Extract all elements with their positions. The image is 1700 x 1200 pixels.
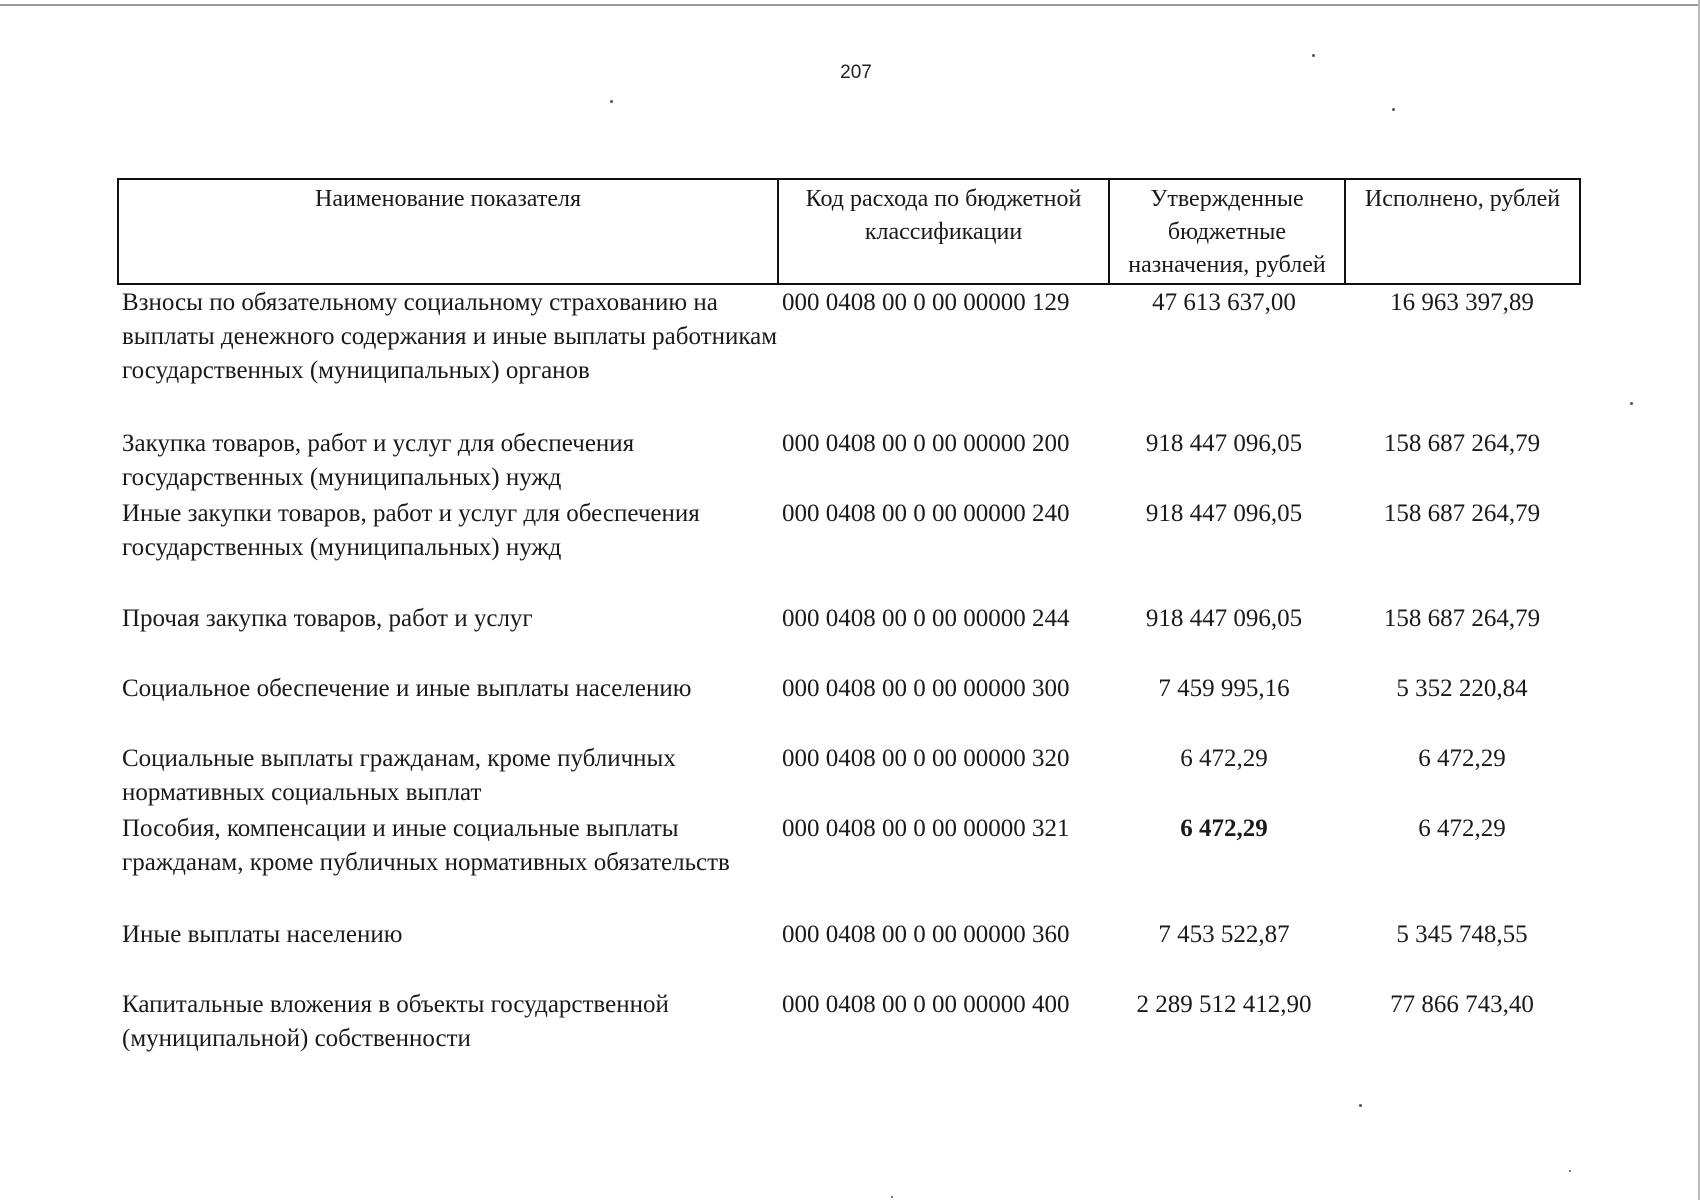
scan-speck [1312,54,1315,57]
row-name: Иные выплаты населению [122,921,403,948]
row-code: 000 0408 00 0 00 00000 321 [782,815,1070,842]
header-approved-amount: Утвержденные бюджетные назначения, рублей [1108,180,1344,283]
row-approved: 7 459 995,16 [1158,675,1290,702]
row-approved: 918 447 096,05 [1145,430,1303,457]
row-code: 000 0408 00 0 00 00000 200 [782,430,1070,457]
row-executed: 5 352 220,84 [1396,675,1528,702]
row-name: Капитальные вложения в объекты государственной (муниципальной) собственности [122,991,669,1052]
row-name: Иные закупки товаров, работ и услуг для обеспечения государственных (муниципальных) нужд [122,500,700,561]
row-approved: 918 447 096,05 [1145,605,1303,632]
row-code: 000 0408 00 0 00 00000 129 [782,289,1070,316]
row-code: 000 0408 00 0 00 00000 244 [782,605,1070,632]
row-executed: 6 472,29 [1418,745,1506,772]
row-executed: 158 687 264,79 [1383,605,1541,632]
header-budget-code: Код расхода по бюджетной классификации [777,180,1108,283]
row-approved: 47 613 637,00 [1152,289,1296,316]
row-code: 000 0408 00 0 00 00000 320 [782,745,1070,772]
row-code: 000 0408 00 0 00 00000 400 [782,991,1070,1018]
row-code: 000 0408 00 0 00 00000 240 [782,500,1070,527]
scan-speck [891,1196,893,1198]
row-approved: 7 453 522,87 [1158,921,1290,948]
row-executed: 5 345 748,55 [1396,921,1528,948]
row-name: Пособия, компенсации и иные социальные выплаты гражданам, кроме публичных нормативных обязательств [122,815,730,876]
row-name: Закупка товаров, работ и услуг для обеспечения государственных (муниципальных) нужд [122,430,635,491]
row-approved: 2 289 512 412,90 [1136,991,1312,1018]
scan-speck [610,100,613,103]
header-executed-amount: Исполнено, рублей [1344,180,1579,283]
row-executed: 6 472,29 [1418,815,1506,842]
scan-speck [1359,1104,1362,1107]
scan-speck [1630,402,1633,405]
header-indicator-name: Наименование показателя [315,186,581,212]
row-name: Прочая закупка товаров, работ и услуг [122,605,533,632]
row-executed: 158 687 264,79 [1383,430,1541,457]
row-code: 000 0408 00 0 00 00000 360 [782,921,1070,948]
row-approved: 918 447 096,05 [1145,500,1303,527]
page-number: 207 [840,62,872,83]
row-code: 000 0408 00 0 00 00000 300 [782,675,1070,702]
scan-speck [1569,1170,1571,1172]
scan-speck [1392,108,1395,111]
row-approved: 6 472,29 [1180,815,1268,842]
row-executed: 16 963 397,89 [1390,289,1534,316]
row-name: Взносы по обязательному социальному страхованию на выплаты денежного содержания и иные выплаты работникам государственных (муниципальных) органов [122,289,778,384]
row-executed: 158 687 264,79 [1383,500,1541,527]
row-name: Социальное обеспечение и иные выплаты населению [122,675,692,702]
row-approved: 6 472,29 [1180,745,1268,772]
row-name: Социальные выплаты гражданам, кроме публичных нормативных социальных выплат [122,745,676,806]
row-executed: 77 866 743,40 [1390,991,1534,1018]
